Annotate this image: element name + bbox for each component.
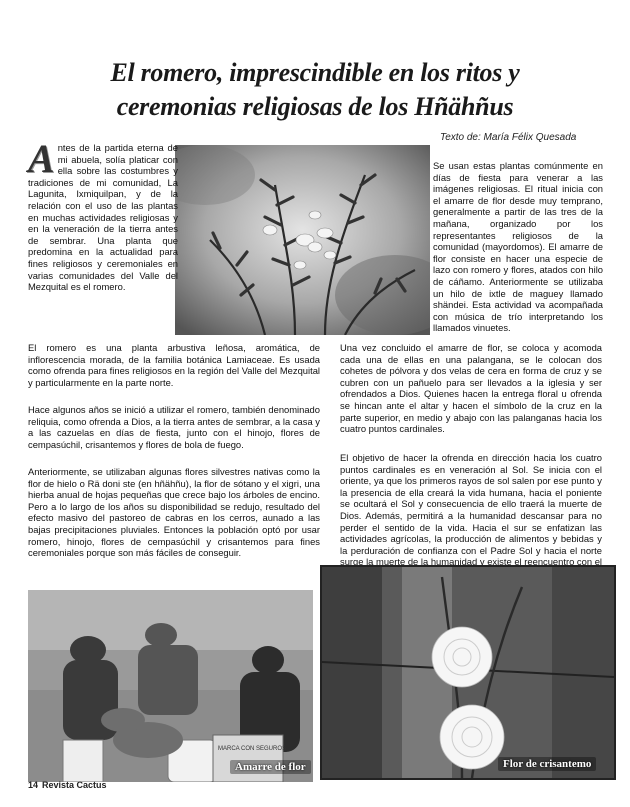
drop-cap: A — [28, 136, 55, 181]
rosemary-photo — [175, 145, 430, 335]
page-number: 14 — [28, 780, 39, 790]
paragraph-flores-silvestres: Anteriormente, se utilizaban algunas flores silvestres nativas como la flor de hielo o Rä doni ste (en hñähñu), la flor de sótano y el xigri, una hierba anual de hojas pequeñas que crece bajo los árboles de encino. Pero a lo largo de los años su disponibilidad se redujo, resultado del efecto masivo del pastoreo de cabras en los cerros, aunado a las bajas precipitaciones pluviales. Entonces la población optó por usar romero, hinojo, flores de cempasúchil y crisantemos para fines ceremoniales porque son más fáciles de conseguir. — [28, 466, 320, 559]
people-tying-flowers-illustration — [28, 590, 313, 782]
box-label: MARCA CON SEGUROS — [218, 746, 287, 752]
byline: Texto de: María Félix Quesada — [440, 132, 577, 143]
paragraph-amarre: Una vez concluido el amarre de flor, se coloca y acomoda cada una de ellas en una palangana, se le colocan dos cohetes de pólvora y dos velas de cera en forma de cruz y se cubren con un pañuelo para ser llevados a la iglesia y ser ofrendados a Dios. Quienes hacen la entrega floral u ofrenda se hincan ante el altar y hacen el símbolo de la cruz en la parte superior, en medio y abajo con las palanganas hacia los cuatro puntos cardinales. — [340, 342, 602, 435]
amarre-de-flor-photo — [28, 590, 313, 782]
article-title — [40, 56, 590, 124]
paragraph-reliquia: Hace algunos años se inició a utilizar el romero, también denominado reliquia, como ofrenda a Dios, a la tierra antes de sembrar, a la casa y a las cazuelas en días de fiesta, junto con el hinojo, flores de cempasúchil, crisantemos y flores de bola de fuego. — [28, 404, 320, 450]
crisantemo-photo — [322, 567, 614, 778]
title-line-1: El romero, imprescindible en los ritos y — [110, 58, 520, 87]
caption-amarre-de-flor: Amarre de flor — [230, 760, 311, 774]
paragraph-ritual: Se usan estas plantas comúnmente en días de fiesta para venerar a las imágenes religiosas. El ritual inicia con el amarre de flor desde muy temprano, generalmente a partir de las tres de la mañana, organizado por los representantes religiosos de la comunidad (mayordomos). El amarre de flor consiste en hacer una especie de lazo con romero y flores, atados con hilo de cáñamo. Anteriormente se utilizaba un hilo de ixtle de maguey llamado shändei. Esta actividad va acompañada con música de trío interpretando los llamados vinuetes. — [433, 160, 603, 334]
magazine-name: Revista Cactus — [42, 780, 107, 790]
rosemary-illustration — [175, 145, 430, 335]
intro-paragraph: Antes de la partida eterna de mi abuela, solía platicar con ella sobre las costumbres y tradiciones de mi comunidad, La Lagunita, Ixmiquilpan, y de la relación con el uso de las plantas en muchas actividades religiosas y en la veneración de la tierra antes de sembrar. Una planta que predomina en la actualidad para fines religiosos y ceremoniales en varias comunidades del Valle del Mezquital es el romero. — [28, 136, 178, 293]
paragraph-puntos-cardinales: El objetivo de hacer la ofrenda en dirección hacia los cuatro puntos cardinales es en veneración al Sol. Se inicia con el oriente, ya que los primeros rayos de sol salen por ese punto y la presencia de ella creará la vida humana, hacia el poniente se ocultará el Sol y consecuencia de ello traerá la muerte de Dios. Además, permitirá a la humanidad descansar para no perder el sentido de la vida. Hacia el sur se enfatizan las actividades agrícolas, la producción de alimentos y bebidas y la perduración de confianza con el Padre Sol y hacia el norte surge la muerte de la humanidad y existe el reencuentro con el — [340, 452, 602, 568]
paragraph-romero: El romero es una planta arbustiva leñosa, aromática, de inflorescencia morada, de la familia botánica Lamiaceae. Es usada como ofrenda para fines religiosos en la región del Valle del Mezquital y particularmente en la parte norte. — [28, 342, 320, 388]
page-footer — [28, 780, 107, 790]
title-line-2: ceremonias religiosas de los Hñähñus — [116, 92, 514, 121]
chrysanthemum-illustration — [322, 567, 614, 778]
caption-flor-de-crisantemo: Flor de crisantemo — [498, 757, 596, 771]
